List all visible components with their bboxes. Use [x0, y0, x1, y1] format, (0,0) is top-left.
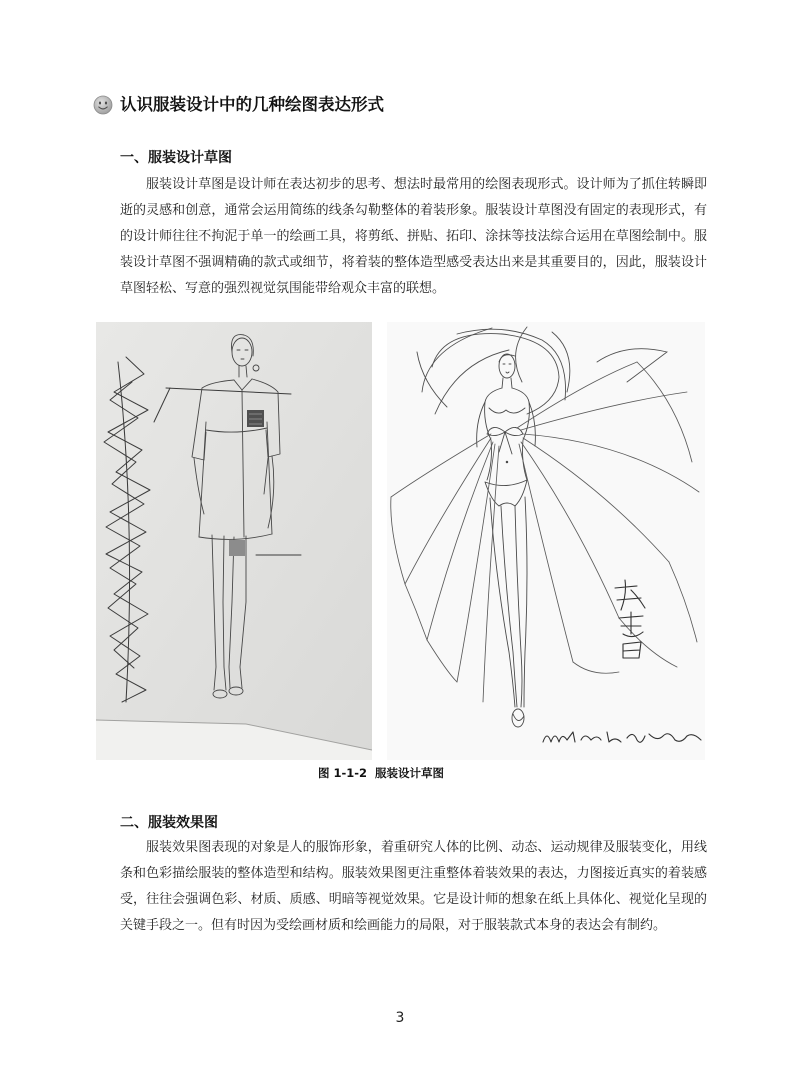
page-number: 3: [395, 1010, 405, 1026]
fashion-sketch-drawing: [96, 322, 372, 760]
paragraph-line: 装设计草图不强调精确的款式或细节，将着装的整体造型感受表达出来是其重要目的，因此，服装设计: [120, 255, 707, 270]
page-title: 认识服装设计中的几种绘图表达形式: [120, 95, 384, 114]
paragraph-line: 关键手段之一。但有时因为受绘画材质和绘画能力的局限，对于服装款式本身的表达会有制约。: [120, 918, 667, 933]
paragraph-line: 的设计师往往不拘泥于单一的绘画工具，将剪纸、拼贴、拓印、涂抹等技法综合运用在草图绘制中。服: [120, 229, 707, 244]
paragraph-rendering: [120, 835, 707, 939]
section-heading: [93, 94, 384, 116]
sketch-image-right: [387, 322, 705, 760]
smiley-face-icon: [93, 95, 113, 115]
paragraph-line: 受，往往会强调色彩、材质、质感、明暗等视觉效果。它是设计师的想象在纸上具体化、视觉化呈现的: [120, 892, 707, 907]
paragraph-line: 条和色彩描绘服装的整体造型和结构。服装效果图更注重整体着装效果的表达，力图接近真实的着装感: [120, 866, 707, 881]
subheading-sketch: 一、服装设计草图: [120, 150, 232, 166]
paragraph-line: 逝的灵感和创意，通常会运用简练的线条勾勒整体的着装形象。服装设计草图没有固定的表现形式，有: [120, 203, 707, 218]
paragraph-line: 服装设计草图是设计师在表达初步的思考、想法时最常用的绘图表现形式。设计师为了抓住转瞬即: [146, 177, 707, 192]
sketch-image-left: [96, 322, 372, 760]
gown-sketch-drawing: [387, 322, 705, 760]
subheading-rendering: 二、服装效果图: [120, 815, 218, 831]
paragraph-line: 服装效果图表现的对象是人的服饰形象，着重研究人体的比例、动态、运动规律及服装变化，用线: [146, 840, 707, 855]
figure-caption: 图 1-1-2 服装设计草图: [317, 766, 445, 780]
paragraph-sketch: [120, 172, 707, 302]
paragraph-line: 草图轻松、写意的强烈视觉氛围能带给观众丰富的联想。: [120, 281, 446, 296]
